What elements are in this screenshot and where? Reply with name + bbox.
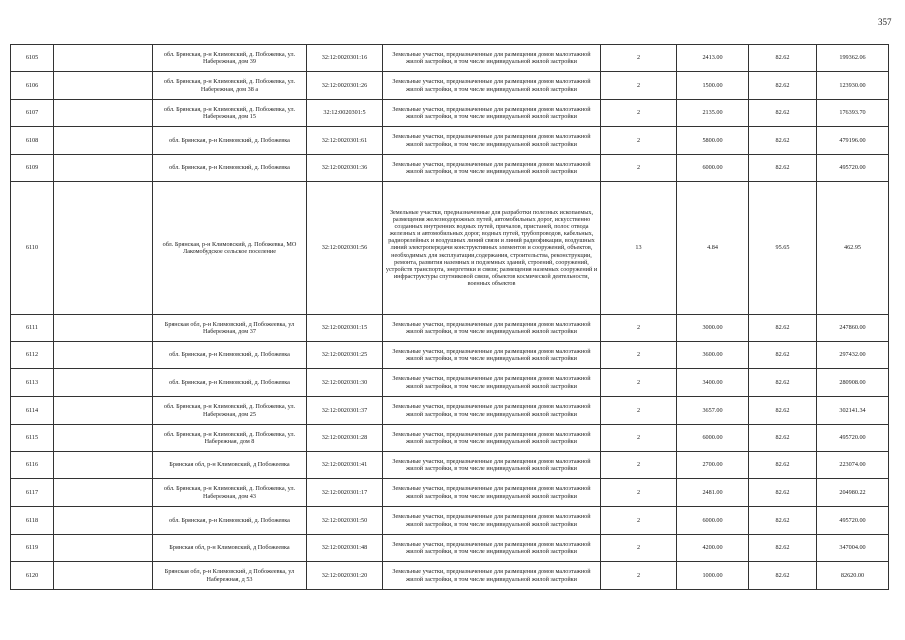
rate-cell: 82.62 (749, 369, 817, 397)
table-row (11, 562, 889, 590)
table-row (11, 397, 889, 425)
category-cell: 2 (601, 535, 677, 562)
permitted-use-cell: Земельные участки, предназначенные для размещения домов малоэтажной жилой застройки, в том числе индивидуальной жилой застройки (383, 100, 601, 127)
row-number: 6109 (11, 155, 54, 182)
rate-cell: 82.62 (749, 45, 817, 72)
blank-cell (54, 452, 153, 479)
address-cell: обл. Брянская, р-н Климовский, д. Побожевка, ул. Набережная, дом 38 а (153, 72, 307, 100)
cadastral-value-cell: 82620.00 (817, 562, 889, 590)
row-number: 6115 (11, 425, 54, 452)
blank-cell (54, 342, 153, 369)
row-number: 6116 (11, 452, 54, 479)
category-cell: 2 (601, 479, 677, 507)
address-cell: обл. Брянская, р-н Климовский, д. Побожевка (153, 507, 307, 535)
cadastral-value-cell: 297432.00 (817, 342, 889, 369)
blank-cell (54, 127, 153, 155)
table-row (11, 479, 889, 507)
row-number: 6118 (11, 507, 54, 535)
page-number: 357 (878, 17, 892, 27)
address-cell: Брянская обл, р-н Климовский, д Побожеевка, ул Набережная, д 53 (153, 562, 307, 590)
permitted-use-cell: Земельные участки, предназначенные для размещения домов малоэтажной жилой застройки, в том числе индивидуальной жилой застройки (383, 452, 601, 479)
rate-cell: 82.62 (749, 479, 817, 507)
cadastral-number-cell: 32:12:0020301:26 (307, 72, 383, 100)
rate-cell: 82.62 (749, 155, 817, 182)
area-cell: 3657.00 (677, 397, 749, 425)
row-number: 6108 (11, 127, 54, 155)
permitted-use-cell: Земельные участки, предназначенные для размещения домов малоэтажной жилой застройки, в том числе индивидуальной жилой застройки (383, 369, 601, 397)
cadastral-value-cell: 302141.34 (817, 397, 889, 425)
cadastral-number-cell: 32:12:0020301:16 (307, 45, 383, 72)
permitted-use-cell: Земельные участки, предназначенные для размещения домов малоэтажной жилой застройки, в том числе индивидуальной жилой застройки (383, 72, 601, 100)
table-row (11, 315, 889, 342)
area-cell: 3000.00 (677, 315, 749, 342)
cadastral-number-cell: 32:12:0020301:50 (307, 507, 383, 535)
category-cell: 2 (601, 397, 677, 425)
cadastral-number-cell: 32:12:0020301:5 (307, 100, 383, 127)
blank-cell (54, 397, 153, 425)
rate-cell: 82.62 (749, 535, 817, 562)
cadastral-number-cell: 32:12:0020301:30 (307, 369, 383, 397)
blank-cell (54, 182, 153, 315)
row-number: 6113 (11, 369, 54, 397)
area-cell: 6000.00 (677, 425, 749, 452)
row-number: 6110 (11, 182, 54, 315)
row-number: 6106 (11, 72, 54, 100)
category-cell: 2 (601, 452, 677, 479)
row-number: 6107 (11, 100, 54, 127)
area-cell: 4200.00 (677, 535, 749, 562)
blank-cell (54, 72, 153, 100)
cadastral-number-cell: 32:12:0020301:20 (307, 562, 383, 590)
cadastral-value-cell: 123930.00 (817, 72, 889, 100)
permitted-use-cell: Земельные участки, предназначенные для размещения домов малоэтажной жилой застройки, в том числе индивидуальной жилой застройки (383, 562, 601, 590)
permitted-use-cell: Земельные участки, предназначенные для разработки полезных ископаемых, размещения железнодорожных путей, автомобильных дорог, искусственно созданных внутренних водных путей, причалов, пристаней, полос отвода железных и автомобильных дорог, водных путей, трубопроводов, кабельных, радиорелейных и воздушных линий связи и линий радиофикации, воздушных линий электропередачи конструктивных элементов и сооружений, объектов, необходимых для эксплуатации,содержания, строительства, реконструкции, ремонта, развития наземных и подземных зданий, строений, сооружений, устройств транспорта, энергетики и связи; размещения наземных сооружений и инфраструктуры спутниковой связи, объектов космической деятельности, военных объектов (383, 182, 601, 315)
area-cell: 2481.00 (677, 479, 749, 507)
rate-cell: 95.65 (749, 182, 817, 315)
blank-cell (54, 369, 153, 397)
row-number: 6114 (11, 397, 54, 425)
address-cell: обл. Брянская, р-н Климовский, д. Побожевка, ул. Набережная, дом 43 (153, 479, 307, 507)
area-cell: 6000.00 (677, 155, 749, 182)
cadastral-value-cell: 479196.00 (817, 127, 889, 155)
area-cell: 3600.00 (677, 342, 749, 369)
address-cell: обл. Брянская, р-н Климовский, д. Побожевка, ул. Набережная, дом 39 (153, 45, 307, 72)
address-cell: Брянская обл, р-н Климовский, д Побожеевка (153, 452, 307, 479)
address-cell: обл. Брянская, р-н Климовский, д. Побожевка (153, 155, 307, 182)
cadastral-number-cell: 32:12:0020301:17 (307, 479, 383, 507)
permitted-use-cell: Земельные участки, предназначенные для размещения домов малоэтажной жилой застройки, в том числе индивидуальной жилой застройки (383, 507, 601, 535)
blank-cell (54, 100, 153, 127)
category-cell: 2 (601, 127, 677, 155)
row-number: 6120 (11, 562, 54, 590)
category-cell: 13 (601, 182, 677, 315)
cadastral-value-cell: 280908.00 (817, 369, 889, 397)
permitted-use-cell: Земельные участки, предназначенные для размещения домов малоэтажной жилой застройки, в том числе индивидуальной жилой застройки (383, 315, 601, 342)
address-cell: обл. Брянская, р-н Климовский, д. Побожевка, МО Лакомобудское сельское поселение (153, 182, 307, 315)
category-cell: 2 (601, 507, 677, 535)
cadastral-value-cell: 495720.00 (817, 155, 889, 182)
permitted-use-cell: Земельные участки, предназначенные для размещения домов малоэтажной жилой застройки, в том числе индивидуальной жилой застройки (383, 479, 601, 507)
table-row (11, 72, 889, 100)
cadastral-number-cell: 32:12:0020301:37 (307, 397, 383, 425)
table-row (11, 45, 889, 72)
area-cell: 2700.00 (677, 452, 749, 479)
category-cell: 2 (601, 425, 677, 452)
cadastral-number-cell: 32:12:0020301:25 (307, 342, 383, 369)
cadastral-value-cell: 247860.00 (817, 315, 889, 342)
category-cell: 2 (601, 562, 677, 590)
cadastral-number-cell: 32:12:0020301:15 (307, 315, 383, 342)
permitted-use-cell: Земельные участки, предназначенные для размещения домов малоэтажной жилой застройки, в том числе индивидуальной жилой застройки (383, 342, 601, 369)
cadastral-value-cell: 495720.00 (817, 425, 889, 452)
address-cell: Брянская обл, р-н Климовский, д Побожеевка (153, 535, 307, 562)
area-cell: 2135.00 (677, 100, 749, 127)
area-cell: 6000.00 (677, 507, 749, 535)
table-row (11, 507, 889, 535)
blank-cell (54, 562, 153, 590)
category-cell: 2 (601, 315, 677, 342)
rate-cell: 82.62 (749, 507, 817, 535)
category-cell: 2 (601, 342, 677, 369)
area-cell: 2413.00 (677, 45, 749, 72)
rate-cell: 82.62 (749, 100, 817, 127)
rate-cell: 82.62 (749, 397, 817, 425)
area-cell: 5800.00 (677, 127, 749, 155)
table-row (11, 369, 889, 397)
rate-cell: 82.62 (749, 315, 817, 342)
rate-cell: 82.62 (749, 452, 817, 479)
cadastral-value-cell: 199362.06 (817, 45, 889, 72)
permitted-use-cell: Земельные участки, предназначенные для размещения домов малоэтажной жилой застройки, в том числе индивидуальной жилой застройки (383, 425, 601, 452)
blank-cell (54, 315, 153, 342)
rate-cell: 82.62 (749, 72, 817, 100)
row-number: 6111 (11, 315, 54, 342)
permitted-use-cell: Земельные участки, предназначенные для размещения домов малоэтажной жилой застройки, в том числе индивидуальной жилой застройки (383, 45, 601, 72)
cadastral-number-cell: 32:12:0020301:36 (307, 155, 383, 182)
area-cell: 3400.00 (677, 369, 749, 397)
address-cell: обл. Брянская, р-н Климовский, д. Побожевка, ул. Набережная, дом 25 (153, 397, 307, 425)
rate-cell: 82.62 (749, 425, 817, 452)
cadastral-number-cell: 32:12:0020301:56 (307, 182, 383, 315)
address-cell: Брянская обл, р-н Климовский, д Побожеевка, ул Набережная, дом 37 (153, 315, 307, 342)
blank-cell (54, 425, 153, 452)
blank-cell (54, 507, 153, 535)
permitted-use-cell: Земельные участки, предназначенные для размещения домов малоэтажной жилой застройки, в том числе индивидуальной жилой застройки (383, 155, 601, 182)
row-number: 6119 (11, 535, 54, 562)
permitted-use-cell: Земельные участки, предназначенные для размещения домов малоэтажной жилой застройки, в том числе индивидуальной жилой застройки (383, 535, 601, 562)
table-body (11, 45, 889, 590)
cadastral-value-cell: 495720.00 (817, 507, 889, 535)
blank-cell (54, 155, 153, 182)
cadastral-number-cell: 32:12:0020301:61 (307, 127, 383, 155)
table-row (11, 182, 889, 315)
address-cell: обл. Брянская, р-н Климовский, д. Побожевка (153, 127, 307, 155)
area-cell: 1500.00 (677, 72, 749, 100)
rate-cell: 82.62 (749, 127, 817, 155)
cadastral-value-cell: 176393.70 (817, 100, 889, 127)
area-cell: 4.84 (677, 182, 749, 315)
row-number: 6112 (11, 342, 54, 369)
cadastral-number-cell: 32:12:0020301:28 (307, 425, 383, 452)
category-cell: 2 (601, 100, 677, 127)
category-cell: 2 (601, 155, 677, 182)
cadastral-value-cell: 462.95 (817, 182, 889, 315)
address-cell: обл. Брянская, р-н Климовский, д. Побожевка (153, 369, 307, 397)
cadastral-number-cell: 32:12:0020301:48 (307, 535, 383, 562)
table-row (11, 535, 889, 562)
table-row (11, 155, 889, 182)
address-cell: обл. Брянская, р-н Климовский, д. Побожевка, ул. Набережная, дом 8 (153, 425, 307, 452)
land-register-table (10, 44, 889, 590)
blank-cell (54, 535, 153, 562)
blank-cell (54, 479, 153, 507)
permitted-use-cell: Земельные участки, предназначенные для размещения домов малоэтажной жилой застройки, в том числе индивидуальной жилой застройки (383, 397, 601, 425)
permitted-use-cell: Земельные участки, предназначенные для размещения домов малоэтажной жилой застройки, в том числе индивидуальной жилой застройки (383, 127, 601, 155)
table-row (11, 425, 889, 452)
blank-cell (54, 45, 153, 72)
rate-cell: 82.62 (749, 562, 817, 590)
table-row (11, 127, 889, 155)
cadastral-number-cell: 32:12:0020301:41 (307, 452, 383, 479)
row-number: 6105 (11, 45, 54, 72)
table-row (11, 100, 889, 127)
cadastral-value-cell: 204980.22 (817, 479, 889, 507)
row-number: 6117 (11, 479, 54, 507)
cadastral-value-cell: 347004.00 (817, 535, 889, 562)
table-row (11, 342, 889, 369)
rate-cell: 82.62 (749, 342, 817, 369)
table-row (11, 452, 889, 479)
category-cell: 2 (601, 369, 677, 397)
category-cell: 2 (601, 72, 677, 100)
address-cell: обл. Брянская, р-н Климовский, д. Побожевка, ул. Набережная, дом 15 (153, 100, 307, 127)
cadastral-value-cell: 223074.00 (817, 452, 889, 479)
area-cell: 1000.00 (677, 562, 749, 590)
category-cell: 2 (601, 45, 677, 72)
address-cell: обл. Брянская, р-н Климовский, д. Побожевка (153, 342, 307, 369)
